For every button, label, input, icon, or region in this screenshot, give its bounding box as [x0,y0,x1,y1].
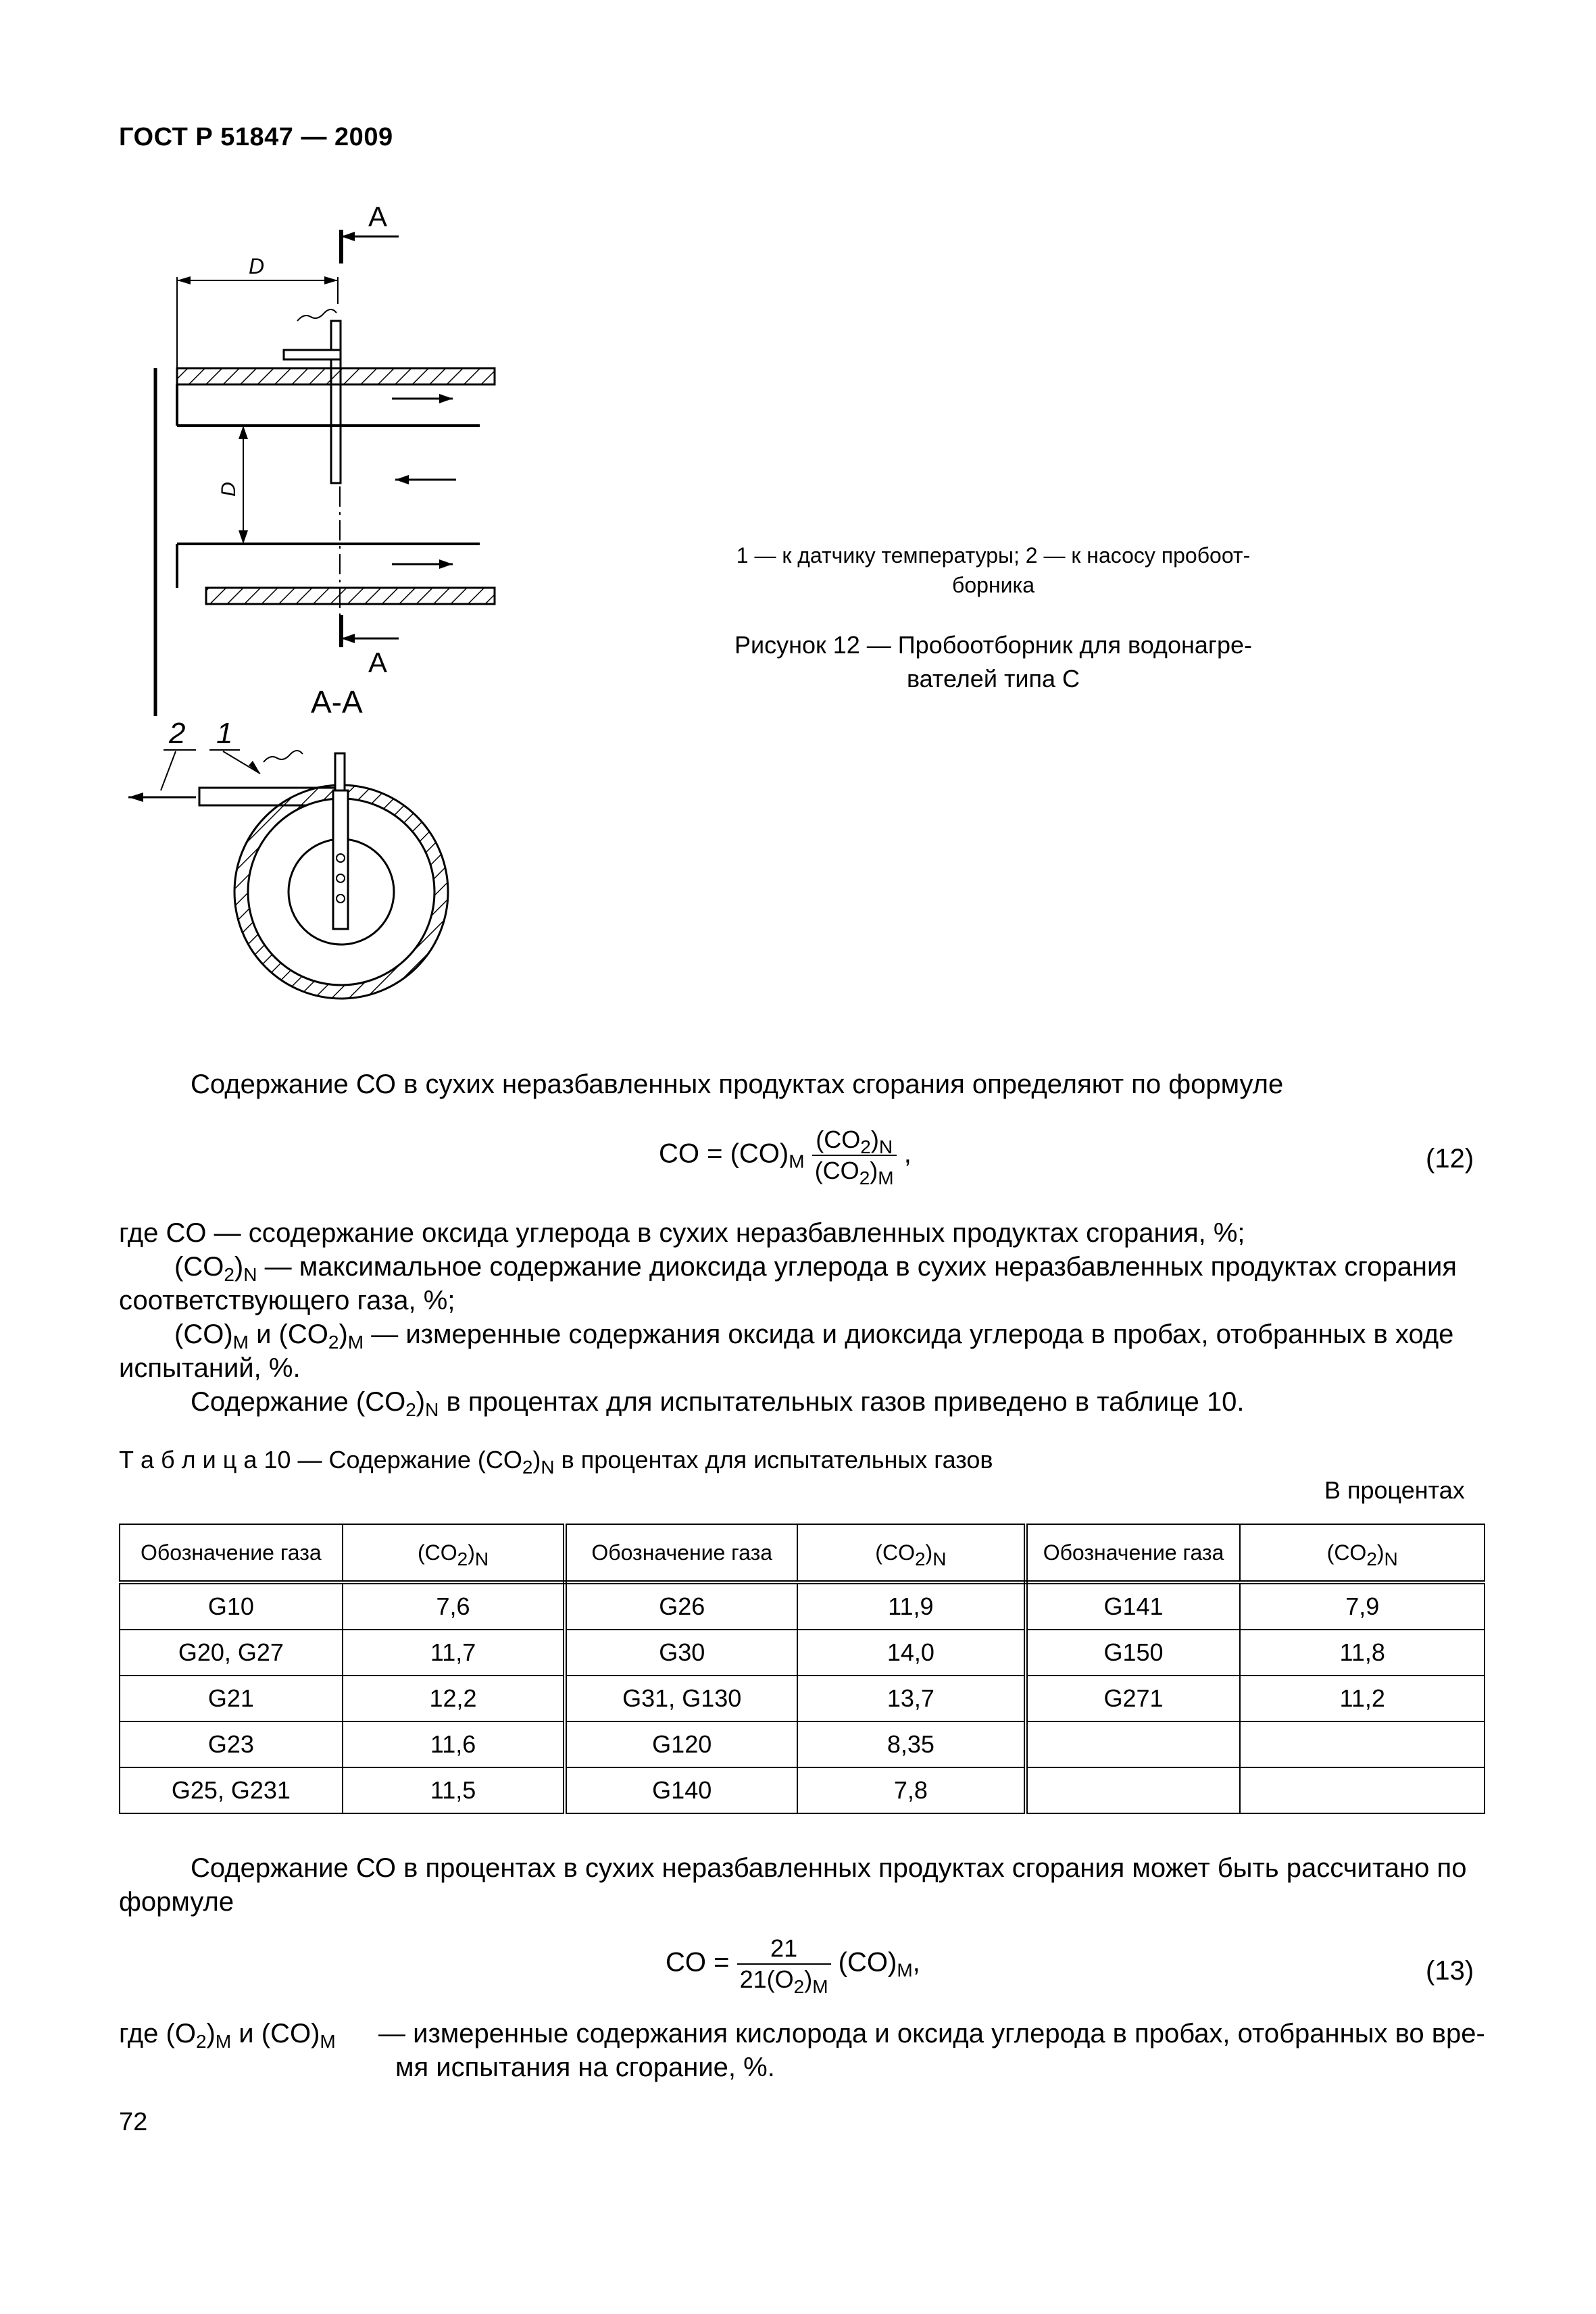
table-row [120,1676,1485,1721]
table-cell: 11,2 [1240,1676,1485,1721]
label-item-2: 2 [169,717,186,750]
table-cell: G31, G130 [565,1676,797,1721]
dim-label-d: D [249,254,265,278]
section-mark-bottom: A [368,647,388,678]
table-row [120,1582,1485,1630]
table-title: Т а б л и ц а 10 — Содержание $(CO_2)_N$ в процентах для испытательных газов [119,1446,993,1478]
table-cell: 11,6 [343,1721,566,1767]
where-co2n: $(CO_2)_N$ — максимальное содержание диоксида углерода в сухих неразбавленных продуктах сгорания [174,1252,1457,1285]
table-cell: 7,8 [797,1767,1026,1813]
table-cell [1026,1721,1241,1767]
table-header-gas: Обозначение газа [565,1524,797,1582]
table-cell: 11,5 [343,1767,566,1813]
table-header-row [120,1524,1485,1582]
figure-caption [689,628,1297,696]
where-o2m-com-text2: мя испытания на сгорание, %. [395,2053,775,2082]
paragraph-table-ref: Содержание $(CO_2)_N$ в процентах для испытательных газов приведено в таблице 10. [191,1387,1245,1420]
table-cell: 12,2 [343,1676,566,1721]
table-cell [1240,1767,1485,1813]
table-units: В процентах [1324,1476,1465,1504]
where-o2m-com: где $(O_2)_M$ и $(CO)_M$ [119,2019,336,2052]
table-header-co2n: $(CO_2)_N$ [797,1524,1026,1582]
table-cell: G30 [565,1630,797,1676]
where-o2m-com-text1: — измеренные содержания кислорода и оксида углерода в пробах, отобранных во вре- [378,2019,1485,2048]
table-cell: G271 [1026,1676,1241,1721]
table-cell: G21 [120,1676,343,1721]
table-row [120,1721,1485,1767]
figure-caption-line2: вателей типа С [906,665,1080,693]
equation-13: CO = $\frac{21}{21(O_2)_M}$ $(CO)_M$, [666,1934,920,1997]
equation-12-number: (12) [1426,1144,1474,1174]
table-cell: G23 [120,1721,343,1767]
table-10 [119,1524,1485,1814]
table-header-co2n: $(CO_2)_N$ [1240,1524,1485,1582]
where-com: $(CO)_M$ и $(CO_2)_M$ — измеренные содержания оксида и диоксида углерода в пробах, отобранных в ходе [174,1319,1454,1353]
table-header-co2n: $(CO_2)_N$ [343,1524,566,1582]
table-cell: 8,35 [797,1721,1026,1767]
equation-12: CO = $(CO)_M$ $\frac{(CO_2)_N}{(CO_2)_M}$ , [659,1126,912,1188]
table-cell [1240,1721,1485,1767]
equation-13-numerator: 21 [737,1934,831,1965]
figure-legend-line2: борника [952,573,1034,597]
table-cell: 7,6 [343,1582,566,1630]
figure-12-probe-drawing [101,196,520,1007]
table-cell: G120 [565,1721,797,1767]
table-header-gas: Обозначение газа [1026,1524,1241,1582]
table-cell: G140 [565,1767,797,1813]
where-com-cont: испытаний, %. [119,1353,301,1383]
where-co2n-cont: соответствующего газа, %; [119,1286,455,1315]
table-cell: 11,7 [343,1630,566,1676]
table-cell: G10 [120,1582,343,1630]
table-cell: G25, G231 [120,1767,343,1813]
table-row [120,1630,1485,1676]
figure-legend-line1: 1 — к датчику температуры; 2 — к насосу пробоот- [736,543,1251,568]
paragraph-co-formula-intro: Содержание СО в сухих неразбавленных продуктах сгорания определяют по формуле [191,1070,1284,1099]
table-cell: G26 [565,1582,797,1630]
table-cell: 7,9 [1240,1582,1485,1630]
dim-label-d-inner: D [218,482,240,497]
paragraph-co-percent-line1: Содержание СО в процентах в сухих неразбавленных продуктах сгорания может быть рассчитано по [191,1853,1467,1883]
table-cell: G150 [1026,1630,1241,1676]
equation-13-number: (13) [1426,1956,1474,1986]
label-item-1: 1 [216,717,233,750]
table-cell [1026,1767,1241,1813]
figure-caption-line1: Рисунок 12 — Пробоотборник для водонагре- [734,631,1253,659]
table-cell: 13,7 [797,1676,1026,1721]
table-cell: 11,8 [1240,1630,1485,1676]
paragraph-co-percent-line2: формуле [119,1887,234,1917]
table-cell: 11,9 [797,1582,1026,1630]
section-mark-top: A [368,201,388,232]
table-cell: G141 [1026,1582,1241,1630]
table-cell: 14,0 [797,1630,1026,1676]
table-header-gas: Обозначение газа [120,1524,343,1582]
section-title: A-A [311,684,363,720]
figure-legend [689,540,1297,600]
where-co: где CO — ссодержание оксида углерода в сухих неразбавленных продуктах сгорания, %; [119,1218,1245,1248]
document-header: ГОСТ Р 51847 — 2009 [119,123,393,151]
table-cell: G20, G27 [120,1630,343,1676]
page-number: 72 [119,2108,148,2136]
table-row [120,1767,1485,1813]
